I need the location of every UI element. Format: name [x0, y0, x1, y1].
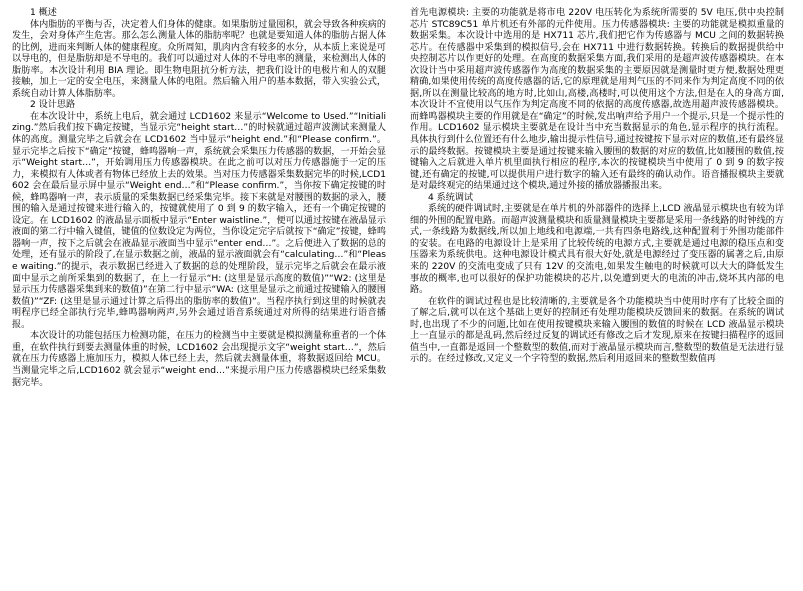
paragraph-software-debug: 在软件的调试过程也是比较清晰的,主要就是各个功能模块当中使用时序有了比较全面的了解之后,就可以在这个基础上更好的控制还有处理功能模块反馈回来的数据。在系统的调试时,也出现了不少的问题,比如在使用按键模块来输入腰围的数值的时候在 LCD 液晶显示模块上一直显示的都是乱码,然后经过反复的调试还有修改之后才发现,原来在按键扫描程序的返回值当中,一直都是返回一个整数型的数值,而对于液晶显示模块而言,整数型的数值是无法进行显示的。在经过修改,又定义一个字符型的数据,然后利用返回来的整数型数值再 [410, 296, 784, 365]
paragraph-power-module: 首先电源模块: 主要的功能就是将市电 220V 电压转化为系统所需要的 5V 电压,供中央控制芯片 STC89C51 单片机还有外部的元件使用。压力传感器模块: 主要的功能就是模拟重量的数据采集。本次设计中选用的是 HX711 芯片,我们把它作为传感器与 MCU 之间的数据转换芯片。在传感器中采集到的模拟信号,会在 HX711 中进行数据转换。转换后的数据提供给中央控制芯片以作更好的处理。在高度的数据采集方面,我们采用的是超声波传感器模块。在本次设计当中采用超声波传感器作为高度的数据采集的主要原因就是测量时更方便,数据处理更精确,如果使用传统的高度传感器的话,它的原理就是用判气压的不同来作为判定高度不同的依据,所以在测量比较高的地方时,比如山,高楼,高楼时,可以使用这个方法,但是在人的身高方面,本次设计不宜使用以气压作为判定高度不同的依据的高度传感器,故选用超声波传感器模块。而蜂鸣器模块主要的作用就是在“确定”的时候,发出响声给予用户一个提示,只是一个提示性的作用。LCD1602 显示模块主要就是在设计当中充当数据显示的角色,显示程序的执行流程。具体执行到什么位置还有什么地步,输出提示性信号,通过按键按下显示对应的数值,还有最终显示的最终数据。按键模块主要是通过按键来输入腰围的数据的对应的数值,比如腰围的数值,按键输入之后就进入单片机里面执行相应的程序,本次的按键模块当中使用了 0 到 9 的数字按键,还有确定的按键,可以提供用户进行数字的输入还有最终的确认动作。语音播报模块主要就是对最终观完的结果通过这个模块,通过外接的播放器播报出来。 [410, 8, 784, 192]
two-column-layout [12, 8, 791, 585]
section-heading-design-approach: 2 设计思路 [30, 100, 76, 111]
paragraph-pressure-detection: 本次设计的功能包括压力检测功能，在压力的检测当中主要就是模拟测量称重者的一个体重，在软件执行到要去测量体重的时候，LCD1602 会出现提示文字“weight start…”，然后就在压力传感器上施加压力，模拟人体已经上去，然后就去测量体重，将数据返回给 MCU。当测量完毕之后,LCD1602 就会显示“weight end…”来提示用户压力传感器模块已经采集数据完毕。 [12, 331, 386, 388]
paragraph-hardware-debug: 系统的硬件调试时,主要就是在单片机的外部器件的选择上,LCD 液晶显示模块也有较为详细的外围的配置电路。而超声波测量模块和质量测量模块主要都是采用一条线路的时钟线的方式,一条线路为数据线,所以加上地线和电源端,一共有四条电路线,这种配置利于外围功能部件的安装。在电路的电源设计上是采用了比较传统的电源方式,主要就是通过电源的稳压点和变压器来为系统供电。这种电源设计模式具有很大好处,就是电源经过了变压器的属著之后,由原来的 220V 的交流电变成了只有 12V 的交流电,如果发生触电的时候就可以大大的降低发生事故的概率,也可以很好的保护功能模块的芯片,以免遭到更大的电流的冲击,烧坏其内部的电路。 [410, 204, 784, 296]
paragraph-overview-body: 体内脂肪的平衡与否，决定着人们身体的健康。如果脂肪过量囤积，就会导致各种疾病的发生，会对身体产生危害。那么怎么测量人体的脂肪率呢？也就是要知道人体的脂肪占据人体的比例，进而来判断人体的健康程度。众所周知，肌肉内含有较多的水分，从本质上来说是可以导电的，但是脂肪却是不导电的。我们可以通过对人体的不导电率的测量，来检测出人体的脂肪率。本次设计利用 BIA 理论。即生物电阻抗分析方法，把我们设计的电极片和人的双腿接触，加上一定的安全电压，来测量人体的电阻。然后输入用户的基本数据，带入实验公式，系统自动计算人体脂肪率。 [12, 19, 386, 99]
paragraph-design-approach-body: 在本次设计中，系统上电后，就会通过 LCD1602 来显示“Welcome to Used.”“Initializing.”然后我们按下确定按键，当显示完“height start…”的时候就通过超声波测试来测量人体的高度。测量完毕之后就会在 LCD1602 当中显示“height end.”和“Please confirm.”。显示完毕之后按下“确定”按键，蜂鸣器响一声，系统就会采集压力传感器的数据，一开始会显示“Weight start…”，开始调用压力传感器模块。在此之前可以对压力传感器施于一定的压力，来模拟有人体或者有物体已经放上去的效果。当对压力传感器采集数据完毕的时候,LCD1602 会在最后显示屏中显示“Weight end…”和“Please confirm.”，当你按下确定按键的时候，蜂鸣器响一声，表示质量的采集数据已经采集完毕。接下来就是对腰围的数据的录入，腰围的输入是通过按键来进行输入的，按键就使用了 0 到 9 的数字输入，还有一个确定按键的设定。在 LCD1602 的液晶显示面板中显示“Enter waistline.”，便可以通过按键在液晶显示液面的第二行中输入键值，键值的位数设定为两位，当你设定完字后就按下“确定”按键，蜂鸣器响一声，按下之后就会在液晶显示液面当中显示“enter end…”。之后便进入了数据的总的处理，还有显示的阶段了,在显示数据之前，液晶的显示液面就会有“calculating…”和“Please waiting.”的提示，表示数据已经进入了数据的总的处理阶段，显示完毕之后就会在最示液面中显示之前所采集到的数据了，在上一行显示“H: (这里是显示高度的数值)”“W2: (这里是显示压力传感器采集到来的数值)”在第二行中显示“WA: (这里是显示之前通过按键输入的腰围数值)”“ZF: (这里是显示通过计算之后得出的脂肪率的数值)”。当程序执行到这里的时候就表明程序已经全部执行完毕,蜂鸣器响两声,另外会通过语音系统通过对所得的结果进行语音播报。 [12, 111, 386, 330]
left-column [12, 8, 386, 585]
section-heading-overview: 1 概述 [30, 8, 57, 18]
right-column [410, 8, 784, 585]
section-heading-system-debug: 4 系统调试 [428, 192, 474, 203]
